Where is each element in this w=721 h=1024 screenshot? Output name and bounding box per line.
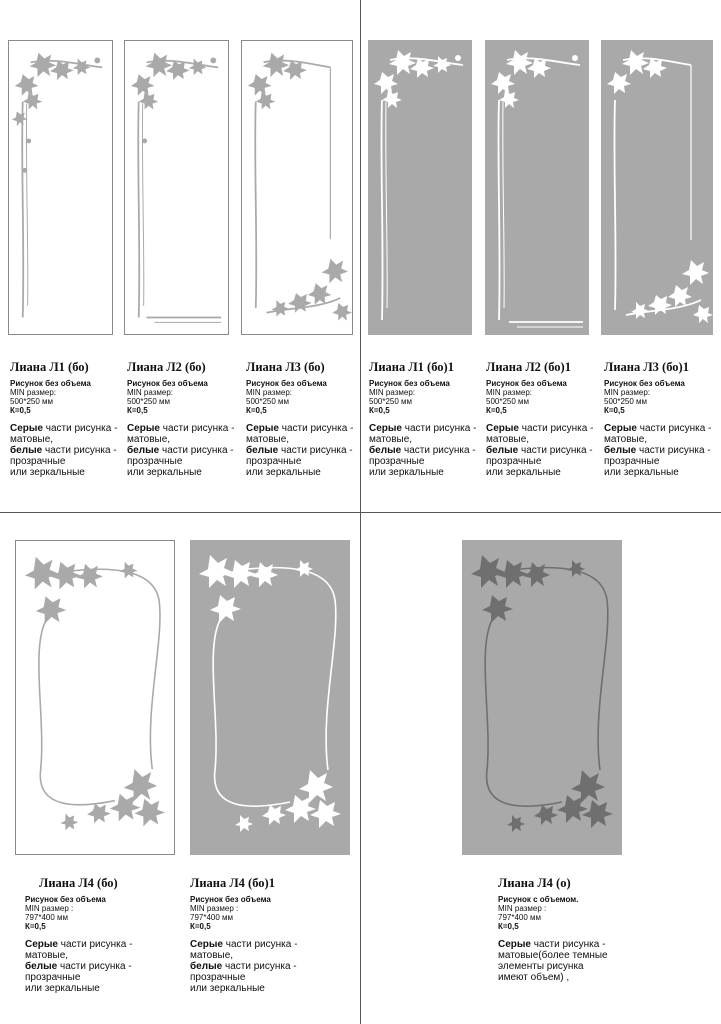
min-size-label: MIN размер: — [246, 388, 292, 397]
design-panel-l3 — [241, 40, 353, 335]
design-panel-l4-relief — [462, 540, 622, 855]
caption-l1 — [10, 360, 130, 478]
coefficient: К=0,5 — [190, 922, 211, 931]
ivy-corner-artwork — [242, 41, 352, 334]
design-subtitle: Рисунок без объема — [604, 379, 685, 388]
ivy-leaves — [12, 53, 100, 173]
ivy-corner-artwork — [9, 41, 112, 334]
min-size-label: MIN размер: — [127, 388, 173, 397]
ivy-corner-artwork — [125, 41, 228, 334]
min-size-label: MIN размер: — [486, 388, 532, 397]
min-size-value: 500*250 мм — [246, 397, 290, 406]
caption-l3 — [246, 360, 366, 478]
min-size-value: 500*250 мм — [604, 397, 648, 406]
design-title: Лиана Л1 (бо) — [10, 360, 89, 374]
coefficient: К=0,5 — [25, 922, 46, 931]
vine-stem — [614, 58, 701, 315]
description: Серые части рисунка - матовые, белые части рисунка - прозрачные или зеркальные — [10, 423, 118, 478]
design-subtitle: Рисунок без объема — [486, 379, 567, 388]
ivy-frame-artwork — [462, 540, 622, 855]
design-title: Лиана Л3 (бо)1 — [604, 360, 689, 374]
coefficient: К=0,5 — [246, 406, 267, 415]
caption-l4 — [25, 876, 145, 994]
design-subtitle: Рисунок без объема — [127, 379, 208, 388]
min-size-label: MIN размер: — [10, 388, 56, 397]
design-panel-l3-variant — [601, 40, 713, 335]
description: Серые части рисунка - матовые, белые части рисунка - прозрачные или зеркальные — [190, 939, 298, 994]
min-size-label: MIN размер : — [25, 904, 74, 913]
design-panel-l1 — [8, 40, 113, 335]
min-size-value: 500*250 мм — [369, 397, 413, 406]
coefficient: К=0,5 — [486, 406, 507, 415]
design-title: Лиана Л4 (о) — [498, 876, 571, 890]
min-size-label: MIN размер : — [498, 904, 547, 913]
caption-l2 — [127, 360, 247, 478]
caption-l4-relief — [498, 876, 618, 983]
design-panel-l1-variant — [368, 40, 472, 335]
ivy-leaves — [248, 52, 352, 320]
coefficient: К=0,5 — [127, 406, 148, 415]
description: Серые части рисунка - матовые, белые части рисунка - прозрачные или зеркальные — [486, 423, 594, 478]
description: Серые части рисунка - матовые, белые части рисунка - прозрачные или зеркальные — [25, 939, 133, 994]
horizontal-divider — [0, 512, 721, 513]
min-size-value: 500*250 мм — [486, 397, 530, 406]
design-subtitle: Рисунок с объемом. — [498, 895, 579, 904]
description: Серые части рисунка - матовые, белые части рисунка - прозрачные или зеркальные — [369, 423, 477, 478]
design-title: Лиана Л4 (бо)1 — [190, 876, 275, 890]
ivy-frame-artwork — [190, 540, 350, 855]
ivy-leaves — [607, 50, 713, 323]
caption-l3-variant — [604, 360, 721, 478]
min-size-value: 500*250 мм — [10, 397, 54, 406]
caption-l1-variant — [369, 360, 489, 478]
design-title: Лиана Л4 (бо) — [39, 876, 118, 890]
ivy-leaves — [131, 53, 216, 144]
min-size-value: 500*250 мм — [127, 397, 171, 406]
ivy-frame-artwork — [16, 541, 174, 854]
description: Серые части рисунка - матовые, белые части рисунка - прозрачные или зеркальные — [246, 423, 354, 478]
design-panel-l2 — [124, 40, 229, 335]
ivy-corner-artwork — [601, 40, 713, 335]
coefficient: К=0,5 — [604, 406, 625, 415]
design-subtitle: Рисунок без объема — [190, 895, 271, 904]
min-size-value: 797*400 мм — [190, 913, 234, 922]
ivy-leaves — [199, 555, 341, 832]
design-title: Лиана Л2 (бо) — [127, 360, 206, 374]
design-title: Лиана Л1 (бо)1 — [369, 360, 454, 374]
design-panel-l4 — [15, 540, 175, 855]
min-size-value: 797*400 мм — [25, 913, 69, 922]
caption-l4-variant — [190, 876, 310, 994]
coefficient: К=0,5 — [10, 406, 31, 415]
min-size-label: MIN размер : — [190, 904, 239, 913]
coefficient: К=0,5 — [498, 922, 519, 931]
design-panel-l4-variant — [190, 540, 350, 855]
design-panel-l2-variant — [485, 40, 589, 335]
caption-l2-variant — [486, 360, 606, 478]
design-subtitle: Рисунок без объема — [246, 379, 327, 388]
description: Серые части рисунка - матовые, белые части рисунка - прозрачные или зеркальные — [127, 423, 235, 478]
coefficient: К=0,5 — [369, 406, 390, 415]
ivy-leaves — [471, 555, 613, 832]
description: Серые части рисунка - матовые(более темные элементы рисунка имеют объем) , — [498, 939, 608, 983]
ivy-leaves — [25, 557, 165, 831]
min-size-label: MIN размер: — [369, 388, 415, 397]
ivy-corner-artwork — [485, 40, 589, 335]
design-title: Лиана Л3 (бо) — [246, 360, 325, 374]
min-size-label: MIN размер: — [604, 388, 650, 397]
description: Серые части рисунка - матовые, белые части рисунка - прозрачные или зеркальные — [604, 423, 712, 478]
ivy-corner-artwork — [368, 40, 472, 335]
design-subtitle: Рисунок без объема — [10, 379, 91, 388]
design-subtitle: Рисунок без объема — [369, 379, 450, 388]
design-title: Лиана Л2 (бо)1 — [486, 360, 571, 374]
design-subtitle: Рисунок без объема — [25, 895, 106, 904]
min-size-value: 797*400 мм — [498, 913, 542, 922]
